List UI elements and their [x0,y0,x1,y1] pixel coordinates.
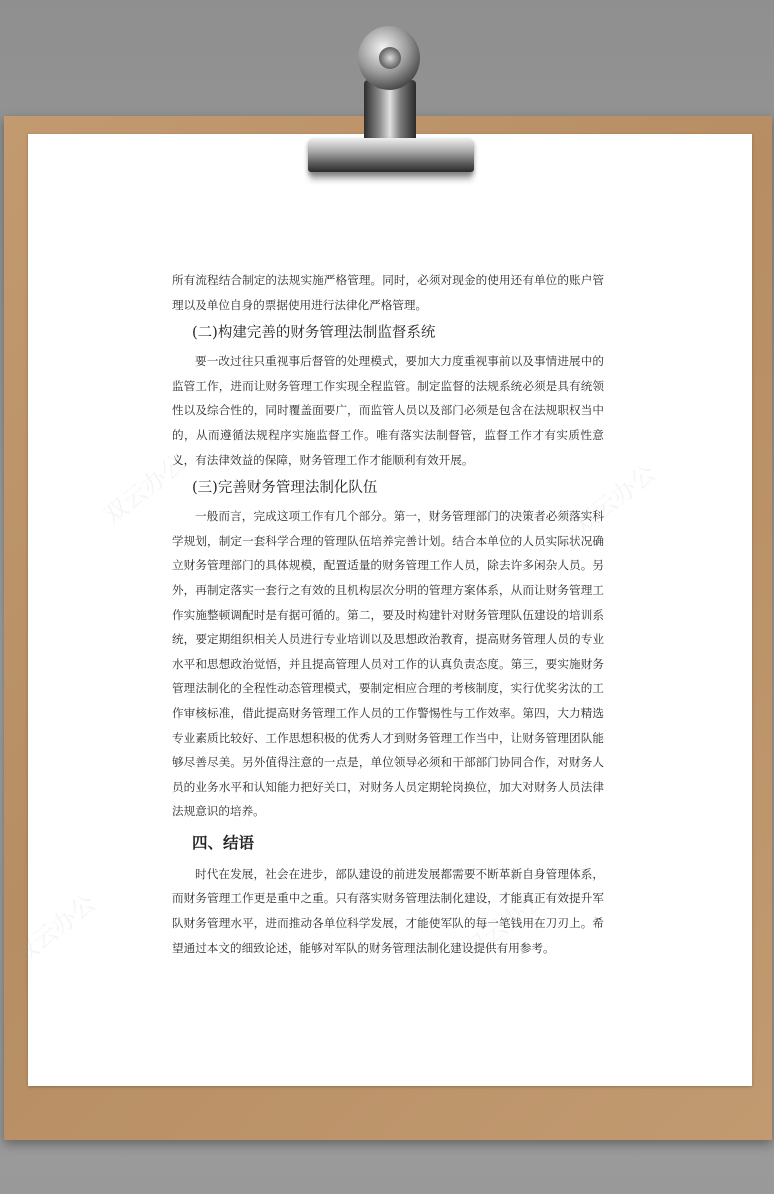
document-body [172,268,604,960]
watermark: 双云办公 [568,458,661,541]
paragraph-team: 一般而言，完成这项工作有几个部分。第一，财务管理部门的决策者必须落实科学规划，制定一套科学合理的管理队伍培养完善计划。结合本单位的人员实际状况确立财务管理部门的具体规模，配置适量的财务管理工作人员，除去许多闲杂人员。另外，再制定落实一套行之有效的且机构层次分明的管理方案体系，从而让财务管理工作实施整顿调配时是有据可循的。第二，要及时构建针对财务管理队伍建设的培训系统，要定期组织相关人员进行专业培训以及思想政治教育，提高财务管理人员的专业水平和思想政治觉悟，并且提高管理人员对工作的认真负责态度。第三，要实施财务管理法制化的全程性动态管理模式，要制定相应合理的考核制度，实行优奖劣汰的工作审核标准，借此提高财务管理工作人员的工作警惕性与工作效率。第四，大力精选专业素质比较好、工作思想积极的优秀人才到财务管理工作当中，让财务管理团队能够尽善尽美。另外值得注意的一点是，单位领导必须和干部部门协同合作，对财务人员的业务水平和认知能力把好关口，对财务人员定期轮岗换位，加大对财务人员法律法规意识的培养。 [172,509,604,819]
watermark: 双云办公 [458,883,551,966]
section-heading-2: (二)构建完善的财务管理法制监督系统 [192,325,436,342]
watermark: 双云办公 [98,448,191,531]
section-heading-3: (三)完善财务管理法制化队伍 [192,480,378,497]
section-heading-conclusion: 四、结语 [192,833,255,852]
paragraph-intro: 所有流程结合制定的法规实施严格管理。同时，必须对现金的使用还有单位的账户管理以及单位自身的票据使用进行法律化严格管理。 [172,273,604,312]
watermark: 双云办公 [8,888,101,971]
paragraph-conclusion: 时代在发展，社会在进步，部队建设的前进发展都需要不断革新自身管理体系，而财务管理工作更是重中之重。只有落实财务管理法制化建设，才能真正有效提升军队财务管理水平，进而推动各单位科学发展，才能使军队的每一笔钱用在刀刃上。希望通过本文的细致论述，能够对军队的财务管理法制化建设提供有用参考。 [172,866,604,955]
paragraph-supervision: 要一改过往只重视事后督管的处理模式，要加大力度重视事前以及事情进展中的监管工作，进而让财务管理工作实现全程监管。制定监督的法规系统必须是具有统领性以及综合性的，同时覆盖面要广，而监管人员以及部门必须是包含在法规职权当中的，从而遵循法规程序实施监督工作。唯有落实法制督管，监督工作才有实质性意义，有法律效益的保障，财务管理工作才能顺利有效开展。 [172,354,604,467]
binder-clip-icon [300,20,480,180]
